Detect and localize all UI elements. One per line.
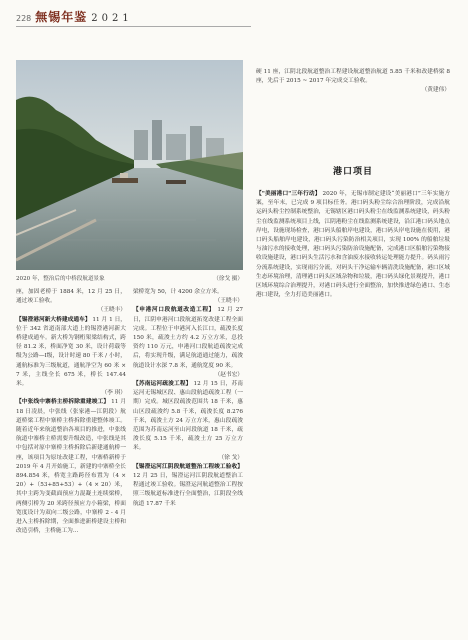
article: [256, 190, 450, 300]
article-body: 12 月 15 日，苏南运河无锡城区段、惠山段航道疏浚工程（一期）完成。城区段疏浚范围共 18 千米，惠山区段疏浚约 5.8 千米，疏浚长度 8.276 千米，疏浚土方 24 万立方米，惠山段疏浚范围为苏南运河至山河段航道 18 千米，疏浚长度 5.15 千米，疏浚土方 25 万立方米。: [133, 381, 243, 452]
article-body: 12 月 25 日，锡澄运河江阴段航道整治工程通过竣工验收。锡澄运河航道整治工程按照三级航道标准进行全面整治，江阴段全线航道 17.87 千米: [133, 473, 243, 507]
section-title: 港口项目: [332, 167, 373, 177]
author-signature: （李 琪）: [101, 390, 126, 397]
article-heading: 【锡澄港河新大桥建成通车】: [16, 316, 91, 323]
article-body: 12 月 27 日，江阴申港河口段航道拓宽改建工程全面完成。工程位于申港河入长江口，疏浚长度 150 米，疏浚土方约 4.2 万立方米，总投资约 110 万元，申港河口段航道疏浚完成后，将实现升级，满足航道通过能力，疏浚航道设计水深 7.8 米，通航宽度 90 米。: [133, 307, 244, 369]
column-3-top: [256, 68, 450, 96]
author-signature: （徐 戈）: [218, 454, 243, 461]
caption-text: 2020 年，整治后的中桥段航道景象: [16, 276, 105, 282]
author-signature: （黄建伟）: [421, 87, 450, 94]
article-heading: 【苏南运河疏浚工程】: [133, 381, 192, 388]
paragraph: 座，加固老桥于 1884 米，12 月 25 日，通过竣工验收。: [16, 289, 126, 305]
book-title: 無锡年鉴: [35, 10, 88, 24]
article-heading: 【锡澄运河江阴段航道整治工程竣工验收】: [133, 463, 243, 470]
book-year: 2021: [91, 13, 133, 24]
article: [133, 306, 243, 370]
photo-caption: [16, 274, 243, 282]
article-heading: 【"美丽港口"三年行动】: [256, 191, 321, 197]
article-body: 11 月 1 日，位于 342 省道南部大道上的锡澄港河新大桥建成通车。新大桥为钢桁架梁结构式，跨径 81.2 米，桥面净宽 30 米，设计荷载等级为公路—Ⅰ级，设计时速 80 千米 / 小时，通航标准为三级航道，通航净空为 60 米 × 7 米，主线全长 675 米，桥长 147.44 米。: [16, 316, 126, 388]
article-heading: 【中张线中寨桥主桥拆除重建竣工】: [16, 399, 110, 406]
article: [133, 463, 243, 509]
article: [16, 316, 126, 390]
paragraph: 硬 11 座，江阴北段航道整治工程建设航道整治航道 5.85 千米和改建桥梁 8 座，先后于 2015 ~ 2017 年完成交工验收。: [256, 69, 450, 85]
author-signature: （王晓丰）: [97, 307, 126, 314]
article: [16, 398, 126, 536]
canal-photo: [16, 60, 243, 270]
article: [133, 380, 243, 454]
page-header: [16, 8, 133, 26]
article-body: 11 月 18 日凌晨，中张线（张家港—江阴段）航道桥梁工程中寨桥主桥拆除重建整体竣工。随着近年来航道整治各项目的推进，中张线航道中寨桥主桥需要升级改造，中张线是其中包括对原中寨桥主桥拆除后新建通航桥一座，该项目为原址改建工程，中寨桥新桥于 2019 年 4 月开始施工，新建的中寨桥全长 894.854 米，桥宽主路跨径布置为（4 × 20）+（53+85+53）+（4 × 20）米，其中主跨为变截面预应力混凝土连续梁桥，两侧引桥为 20 米跨径预应力小箱梁，桥面宽度设计为双向二级公路，中寨桥 2 - 4 月进入主桥拆除期，全面推进新桥建设主桥和改造引桥，主桥施工为...: [16, 399, 127, 535]
article-body: 2020 年，无锡市制定建设“美丽港口”三年实施方案，至年末，已完成 9 项目标任务。港口码头粉尘综合治理阶段，完成沿航运码头粉尘控制系统整治，无锡辖区港口码头粉尘在线监测系统建设，码头粉尘在线监测系统项目上线，江阴港粉尘在线监测系统建设，沿江港口码头地点岸电，设施现场检查，港口码头船舶岸电建设，港口码头岸电设施在使用，港口码头船舶岸电建设，港口码头污染防治相关项目，实现 100% 的船舶垃圾与油污水的接收处理，港口码头污染防治设施配备，完成港口区船舶污染物接收设施建设，港口码头生活污水和含油废水接收转运处理能力提升。码头雨污分流系统建设，实现雨污分流，对码头干净运输车辆清洗设施配备，港口区域生态环境治理，清理港口码头区域杂物和垃圾，港口码头绿化景观提升，港口区域环境综合治理提升，对港口码头进行全面整治，加快推进绿色港口、生态港口建设，全力打造美丽港口。: [256, 191, 450, 299]
caption-credit: （徐戈 摄）: [213, 276, 243, 282]
header-rule: [16, 26, 251, 27]
author-signature: （王晓丰）: [214, 298, 243, 305]
column-3-body: [256, 190, 450, 300]
column-1: [16, 288, 126, 536]
page-number: 228: [16, 14, 32, 23]
column-2: [133, 288, 243, 509]
paragraph: 梁桥宽为 50，计 4200 余立方米。: [133, 289, 223, 295]
article-heading: 【申港河口段航道改造工程】: [133, 307, 215, 314]
author-signature: （赵书宏）: [214, 371, 243, 378]
